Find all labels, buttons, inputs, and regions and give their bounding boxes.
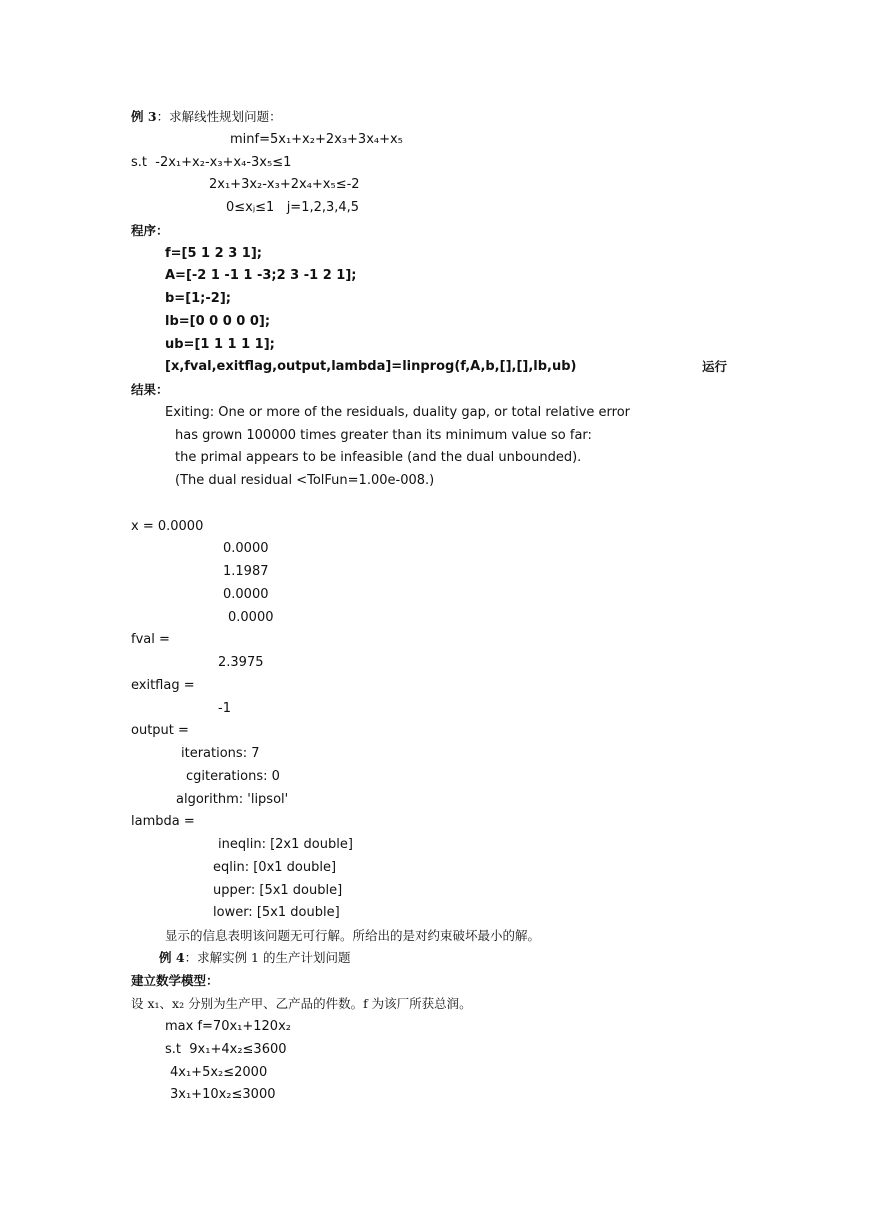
lambda-label: lambda = xyxy=(131,814,195,829)
model-label: 建立数学模型： xyxy=(131,973,219,988)
code-line-4: lb=[0 0 0 0 0]; xyxy=(165,314,271,329)
output-iterations: iterations: 7 xyxy=(181,746,260,761)
ex3-st-label: s.t xyxy=(131,155,148,170)
ex4-constraint-1-expr: 9x₁+4x₂≤3600 xyxy=(189,1042,287,1057)
ex4-setup: 设 x₁、x₂ 分别为生产甲、乙产品的件数。f 为该厂所获总润。 xyxy=(131,996,472,1011)
ex3-conclusion: 显示的信息表明该问题无可行解。所给出的是对约束破坏最小的解。 xyxy=(165,928,541,943)
message-line-1: Exiting: One or more of the residuals, duality gap, or total relative error xyxy=(165,405,631,420)
output-algorithm: algorithm: 'lipsol' xyxy=(176,792,289,807)
lambda-lower: lower: [5x1 double] xyxy=(213,905,340,920)
output-label: output = xyxy=(131,723,189,738)
ex4-st-label: s.t xyxy=(165,1042,182,1057)
program-label: 程序： xyxy=(131,223,169,238)
fval-label: fval = xyxy=(131,632,170,647)
lambda-eqlin: eqlin: [0x1 double] xyxy=(213,860,337,875)
message-line-4: (The dual residual <TolFun=1.00e-008.) xyxy=(175,473,435,488)
ex3-constraint-1 xyxy=(131,155,291,171)
lambda-upper: upper: [5x1 double] xyxy=(213,883,343,898)
exitflag-label: exitflag = xyxy=(131,678,195,693)
ex3-constraint-1-expr: -2x₁+x₂-x₃+x₄-3x₅≤1 xyxy=(155,155,292,170)
x-value-2: 0.0000 xyxy=(223,541,269,556)
exitflag-value: -1 xyxy=(218,701,231,716)
fval-value: 2.3975 xyxy=(218,655,264,670)
lambda-ineqlin: ineqlin: [2x1 double] xyxy=(218,837,353,852)
code-line-1: f=[5 1 2 3 1]; xyxy=(165,246,262,261)
ex4-constraint-1 xyxy=(165,1042,287,1058)
example-4-title: 例 4 xyxy=(159,950,185,965)
example-4-heading xyxy=(159,950,350,966)
example-3-title-suffix: ：求解线性规划问题： xyxy=(156,109,282,124)
message-line-3: the primal appears to be infeasible (and the dual unbounded). xyxy=(175,450,582,465)
run-label: 运行 xyxy=(702,359,728,374)
ex3-constraint-2: 2x₁+3x₂-x₃+2x₄+x₅≤-2 xyxy=(209,177,360,192)
code-line-6: [x,fval,exitflag,output,lambda]=linprog(f,A,b,[],[],lb,ub) xyxy=(165,359,577,374)
code-line-3: b=[1;-2]; xyxy=(165,291,231,306)
ex3-objective: minf=5x₁+x₂+2x₃+3x₄+x₅ xyxy=(230,132,403,147)
x-label: x = 0.0000 xyxy=(131,519,204,534)
ex4-constraint-2: 4x₁+5x₂≤2000 xyxy=(170,1065,268,1080)
example-3-heading xyxy=(131,109,282,125)
output-cgiterations: cgiterations: 0 xyxy=(186,769,280,784)
code-line-2: A=[-2 1 -1 1 -3;2 3 -1 2 1]; xyxy=(165,268,357,283)
x-value-3: 1.1987 xyxy=(223,564,269,579)
ex4-objective: max f=70x₁+120x₂ xyxy=(165,1019,291,1034)
ex4-constraint-3: 3x₁+10x₂≤3000 xyxy=(170,1087,276,1102)
example-3-title: 例 3 xyxy=(131,109,157,124)
x-value-4: 0.0000 xyxy=(223,587,269,602)
message-line-2: has grown 100000 times greater than its minimum value so far: xyxy=(175,428,592,443)
example-4-title-suffix: ：求解实例 1 的生产计划问题 xyxy=(184,950,351,965)
result-label: 结果： xyxy=(131,382,169,397)
code-line-5: ub=[1 1 1 1 1]; xyxy=(165,337,275,352)
ex3-constraint-3: 0≤xⱼ≤1 j=1,2,3,4,5 xyxy=(226,200,360,215)
x-value-5: 0.0000 xyxy=(228,610,274,625)
